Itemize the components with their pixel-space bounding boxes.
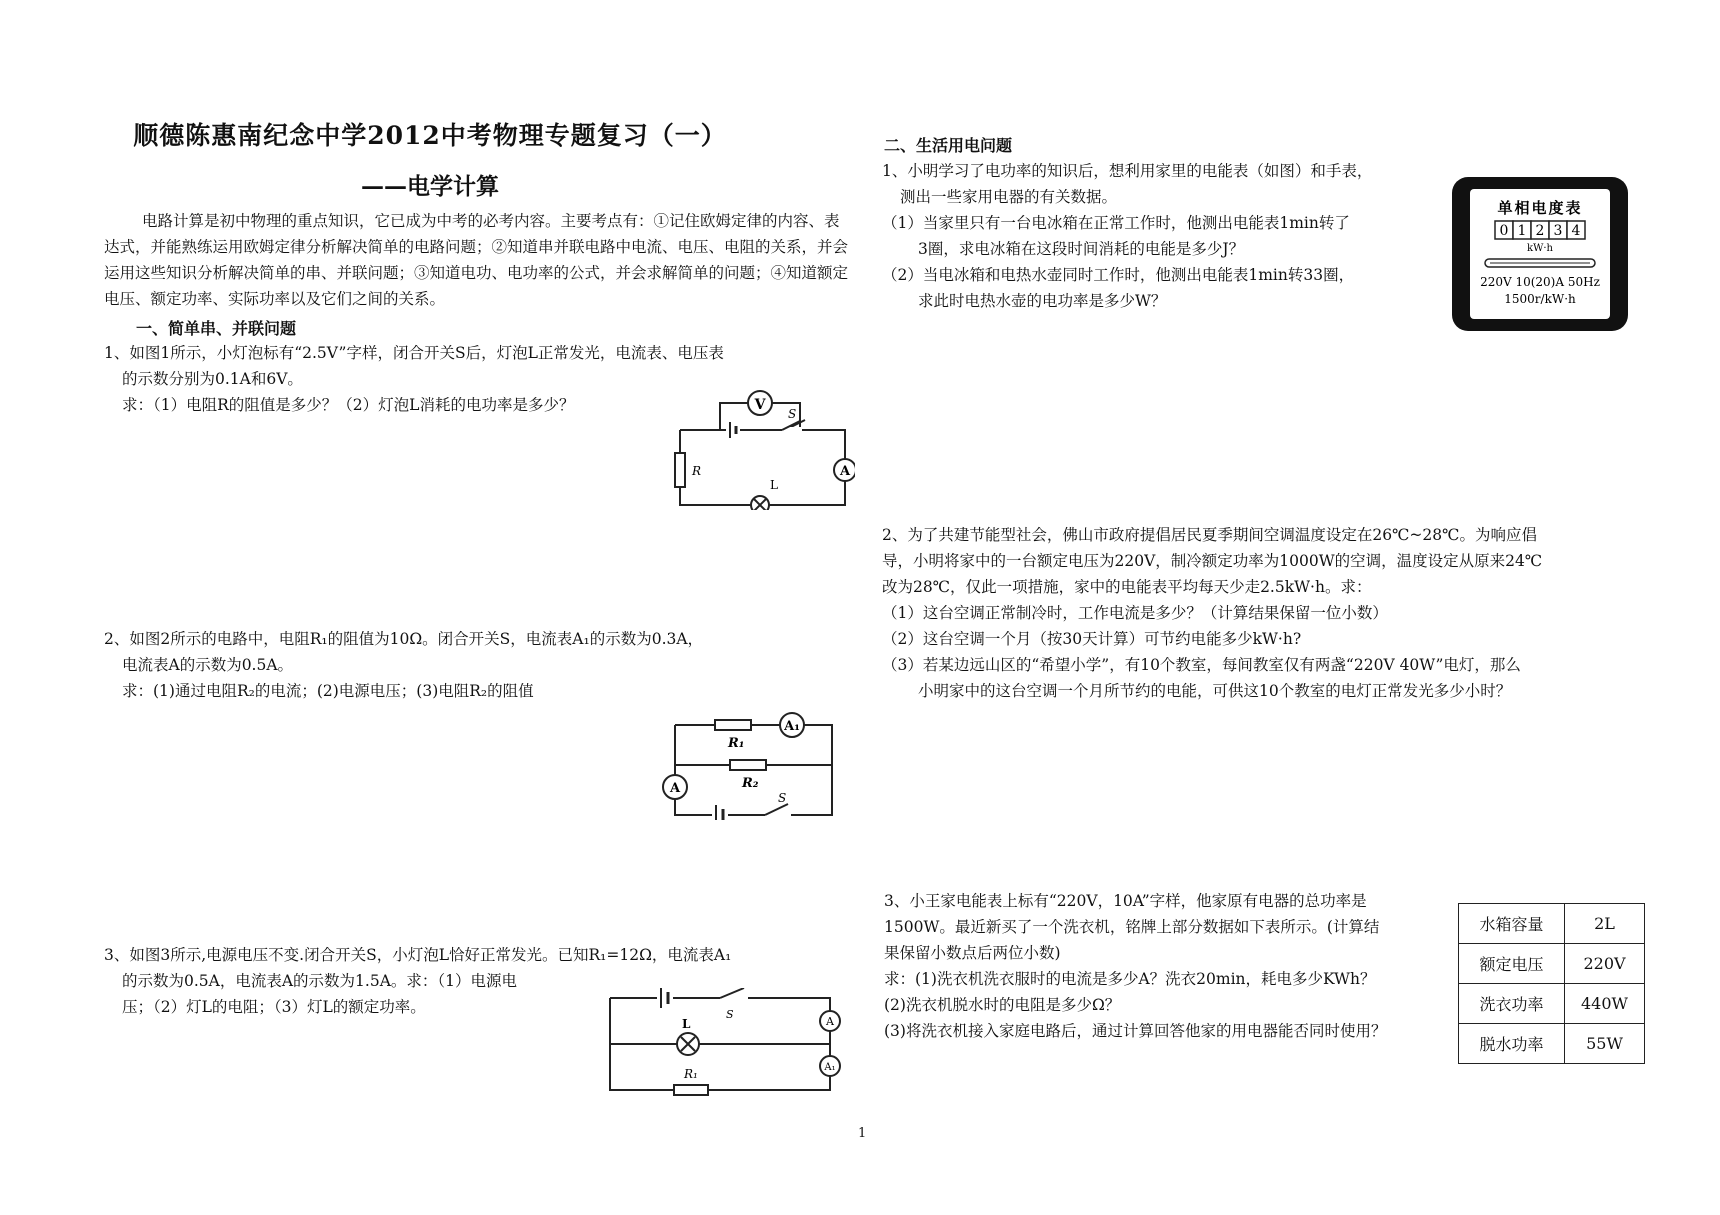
- spec-value: 55W: [1565, 1024, 1645, 1064]
- fig1-v-label: V: [754, 397, 766, 413]
- circuit-figure-1: [670, 385, 855, 510]
- fig2-a-label: A: [669, 781, 681, 796]
- meter-unit: kW·h: [1527, 243, 1553, 254]
- fig2-r2-label: R₂: [742, 776, 759, 791]
- meter-spec: 220V 10(20)A 50Hz: [1480, 275, 1600, 289]
- s1q2-line3: 求：(1)通过电阻R₂的电流；(2)电源电压；(3)电阻R₂的阻值: [122, 682, 534, 700]
- s2q2-line6: （3）若某边远山区的“希望小学”，有10个教室，每间教室仅有两盏“220V 40W”电灯，那么: [882, 656, 1521, 674]
- electricity-meter: [1450, 175, 1630, 333]
- s2-question-2: [882, 522, 1662, 704]
- fig3-s-label: S: [726, 1008, 734, 1021]
- intro-paragraph: 电路计算是初中物理的重点知识，它已成为中考的必考内容。主要考点有：①记住欧姆定律的内容、表达式，并能熟练运用欧姆定律分析解决简单的电路问题；②知道串并联电路中电流、电压、电阻的关系，并会运用这些知识分析解决简单的串、并联问题；③知道电功、电功率的公式，并会求解简单的问题；④知道额定电压、额定功率、实际功率以及它们之间的关系。: [104, 212, 849, 308]
- s2-question-3: [884, 888, 1454, 1044]
- s2q1-line1: 1、小明学习了电功率的知识后，想利用家里的电能表（如图）和手表，: [882, 162, 1373, 180]
- fig1-s-label: S: [788, 407, 797, 421]
- s1q3-line1: 3、如图3所示,电源电压不变.闭合开关S，小灯泡L恰好正常发光。已知R₁=12Ω，电流表A₁: [104, 946, 732, 964]
- meter-digit: 2: [1535, 223, 1545, 239]
- s2q1-line2: 测出一些家用电器的有关数据。: [900, 188, 1118, 206]
- table-row: [1459, 1024, 1645, 1064]
- fig2-a1-label: A₁: [784, 719, 800, 734]
- s2q3-line6: (3)将洗衣机接入家庭电路后，通过计算回答他家的用电器能否同时使用？: [884, 1022, 1387, 1040]
- s2q1-line6: 求此时电热水壶的电功率是多少W？: [918, 292, 1167, 310]
- s1q3-line3: 压；（2）灯L的电阻；（3）灯L的额定功率。: [122, 998, 426, 1016]
- circuit-figure-2: [650, 705, 840, 820]
- table-row: [1459, 944, 1645, 984]
- fig3-l-label: L: [682, 1017, 691, 1031]
- s2q2-line5: （2）这台空调一个月（按30天计算）可节约电能多少kW·h?: [882, 630, 1302, 648]
- spec-key: 洗衣功率: [1459, 984, 1565, 1024]
- s1q3-line2: 的示数为0.5A，电流表A的示数为1.5A。求：（1）电源电: [122, 972, 517, 990]
- spec-value: 2L: [1565, 904, 1645, 944]
- s2-question-1: [882, 158, 1442, 314]
- s2q3-line4: 求：(1)洗衣机洗衣服时的电流是多少A？洗衣20min，耗电多少KWh？: [884, 970, 1376, 988]
- page-subtitle: ——电学计算: [361, 173, 499, 200]
- spec-value: 440W: [1565, 984, 1645, 1024]
- s2q1-line4: 3圈，求电冰箱在这段时间消耗的电能是多少J？: [918, 240, 1245, 258]
- s2q1-line5: （2）当电冰箱和电热水壶同时工作时，他测出电能表1min转33圈，: [882, 266, 1355, 284]
- spec-key: 水箱容量: [1459, 904, 1565, 944]
- section2-heading: 二、生活用电问题: [884, 136, 1013, 155]
- fig1-l-label: L: [770, 478, 778, 492]
- s2q3-line5: (2)洗衣机脱水时的电阻是多少Ω？: [884, 996, 1121, 1014]
- fig2-s-label: S: [778, 791, 787, 805]
- fig1-r-label: R: [692, 464, 702, 478]
- fig3-r1-label: R₁: [684, 1067, 698, 1081]
- s1q1-line2: 的示数分别为0.1A和6V。: [122, 370, 303, 388]
- spec-value: 220V: [1565, 944, 1645, 984]
- s2q2-line1: 2、为了共建节能型社会，佛山市政府提倡居民夏季期间空调温度设定在26℃~28℃。为响应倡: [882, 526, 1537, 544]
- meter-rev: 1500r/kW·h: [1504, 292, 1576, 306]
- s1q1-line1: 1、如图1所示，小灯泡标有“2.5V”字样，闭合开关S后，灯泡L正常发光，电流表、电压表: [104, 344, 724, 362]
- meter-digit: 3: [1553, 223, 1563, 239]
- s1q2-line2: 电流表A的示数为0.5A。: [122, 656, 294, 674]
- meter-digit: 0: [1499, 223, 1509, 239]
- s2q1-line3: （1）当家里只有一台电冰箱在正常工作时，他测出电能表1min转了: [882, 214, 1350, 232]
- fig3-a-label: A: [826, 1015, 834, 1028]
- page-title: 顺德陈惠南纪念中学2012中考物理专题复习（一）: [133, 121, 727, 150]
- s2q2-line7: 小明家中的这台空调一个月所节约的电能，可供这10个教室的电灯正常发光多少小时？: [918, 682, 1512, 700]
- circuit-figure-3: [602, 988, 842, 1100]
- s1-question-2: [104, 626, 864, 704]
- fig3-a1-label: A₁: [824, 1062, 836, 1073]
- s2q3-line1: 3、小王家电能表上标有“220V，10A”字样，他家原有电器的总功率是: [884, 892, 1367, 910]
- s2q3-line2: 1500W。最近新买了一个洗衣机，铭牌上部分数据如下表所示。(计算结: [884, 918, 1380, 936]
- washer-spec-table: [1458, 903, 1645, 1064]
- s2q2-line2: 导，小明将家中的一台额定电压为220V，制冷额定功率为1000W的空调，温度设定从原来24℃: [882, 552, 1543, 570]
- table-row: [1459, 984, 1645, 1024]
- s1q2-line1: 2、如图2所示的电路中，电阻R₁的阻值为10Ω。闭合开关S，电流表A₁的示数为0.3A，: [104, 630, 704, 648]
- s2q3-line3: 果保留小数点后两位小数): [884, 944, 1061, 962]
- table-row: [1459, 904, 1645, 944]
- fig1-a-label: A: [839, 464, 851, 479]
- spec-key: 额定电压: [1459, 944, 1565, 984]
- meter-digit: 4: [1571, 223, 1581, 239]
- meter-digit: 1: [1517, 223, 1527, 239]
- s2q2-line4: （1）这台空调正常制冷时，工作电流是多少？（计算结果保留一位小数）: [882, 604, 1388, 622]
- fig2-r1-label: R₁: [728, 736, 745, 751]
- spec-key: 脱水功率: [1459, 1024, 1565, 1064]
- meter-label: 单相电度表: [1497, 199, 1583, 217]
- s2q2-line3: 改为28℃，仅此一项措施，家中的电能表平均每天少走2.5kW·h。求：: [882, 578, 1372, 596]
- page-number: 1: [858, 1126, 867, 1141]
- s1q1-line3: 求：（1）电阻R的阻值是多少？（2）灯泡L消耗的电功率是多少？: [122, 396, 575, 414]
- section1-heading: 一、简单串、并联问题: [136, 319, 297, 338]
